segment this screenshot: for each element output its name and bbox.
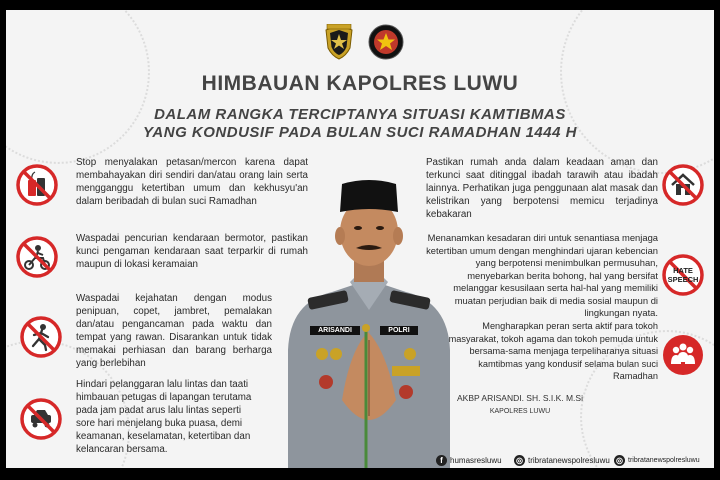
facebook-icon: f	[436, 455, 447, 466]
instagram-icon: ◎	[614, 455, 625, 466]
police-emblem-icon	[324, 24, 354, 60]
social-handle: tribratanewspolresluwu	[628, 457, 700, 464]
polres-emblem-icon	[368, 24, 404, 60]
advice-left-1: Stop menyalakan petasan/mercon karena dapat membahayakan diri sendiri dan/atau orang lain serta mengganggu ketertiban umum dan kekhusyu'an dalam beribadah di bulan suci Ramadhan	[76, 157, 308, 207]
advice-left-4: Hindari pelanggaran lalu lintas dan taati himbauan petugas di lapangan terutama pada jam padat arus lalu lintas seperti sore hari menjelang buka puasa, demi keamanan, keselamatan, ketertiban dan kelancaran bersama.	[76, 379, 252, 455]
no-traffic-violation-icon	[20, 398, 62, 440]
subtitle-line-1: DALAM RANGKA TERCIPTANYA SITUASI KAMTIBMAS	[154, 106, 566, 123]
hate-speech-label: HATE SPEECH	[667, 266, 699, 284]
no-hate-speech-icon	[662, 254, 704, 296]
advice-left-3: Waspadai kejahatan dengan modus penipuan, copet, jambret, pemalakan dan/atau pengancaman pada waktu dan tempat yang rawan. Disarankan untuk tidak memakai perhiasan dan barang berharga yang berlebihan	[76, 293, 272, 369]
advice-right-1: Pastikan rumah anda dalam keadaan aman dan terkunci saat ditinggal ibadah tarawih atau ibadah lainnya. Perhatikan juga penggunaan alat masak dan kelistrikan yang berpotensi memicu terjadinya kebakaran	[426, 157, 658, 220]
officer-nametag: ARISANDI	[318, 327, 352, 334]
community-leaders-icon	[662, 334, 704, 376]
advice-left-2: Waspadai pencurian kendaraan bermotor, pastikan kunci pengaman kendaraan saat terparkir di rumah maupun di lokasi keramaian	[76, 233, 308, 270]
social-item-instagram	[514, 455, 610, 466]
page-title: HIMBAUAN KAPOLRES LUWU	[201, 72, 519, 95]
signature-name: AKBP ARISANDI. SH. S.I.K. M.Si	[457, 393, 583, 403]
social-item-facebook	[436, 455, 502, 466]
social-handle: humasresluwu	[450, 456, 502, 465]
no-motorcycle-theft-icon	[16, 236, 58, 278]
no-robbery-icon	[20, 316, 62, 358]
social-handle: tribratanewspolresluwu	[528, 456, 610, 465]
officer-photo	[280, 170, 458, 468]
officer-badge-text: POLRI	[388, 327, 410, 334]
logo-group	[318, 22, 414, 62]
signature-block	[430, 393, 610, 415]
poster-panel	[6, 10, 714, 468]
instagram-icon: ◎	[514, 455, 525, 466]
subtitle-line-2: YANG KONDUSIF PADA BULAN SUCI RAMADHAN 1444 H	[143, 124, 577, 141]
no-house-icon	[662, 164, 704, 206]
advice-right-3: Mengharapkan peran serta aktif para tokoh masyarakat, tokoh agama dan tokoh pemuda untuk bersama-sama menjaga terpeliharanya situasi kamtibmas yang kondusif selama bulan suci Ramadhan	[448, 321, 658, 381]
no-firecracker-icon	[16, 164, 58, 206]
social-item-instagram	[614, 455, 700, 466]
signature-role: KAPOLRES LUWU	[489, 408, 551, 415]
advice-right-2: Menanamkan kesadaran diri untuk senantiasa menjaga ketertiban umum dengan menghindari ujaran kebencian yang berpotensi menimbulkan permusuhan, menyebarkan berita bohong, hal yang bersifat melanggar kesusilaan serta hal-hal yang memiliki muatan perjudian baik di media sosial maupun di lingkungan nyata.	[426, 232, 658, 318]
